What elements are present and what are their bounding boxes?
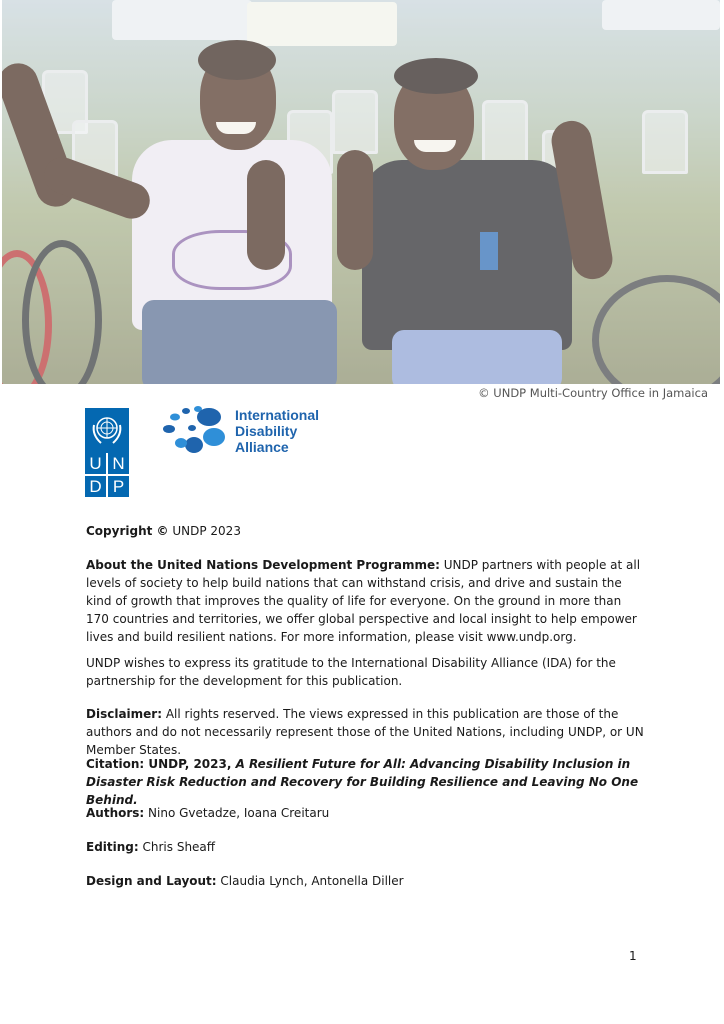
- undp-logo: [85, 408, 129, 497]
- disclaimer-paragraph: [86, 705, 646, 759]
- copyright-line: [86, 522, 646, 540]
- about-undp-paragraph: [86, 556, 646, 646]
- ida-logo-icon: [161, 403, 227, 459]
- cover-photo: [2, 0, 720, 384]
- editing-text: Chris Sheaff: [138, 840, 216, 854]
- about-label: About the United Nations Development Programme:: [86, 558, 440, 572]
- undp-letter-u: U: [85, 453, 106, 474]
- editing-label: Editing:: [86, 840, 139, 854]
- ida-wordmark: [235, 407, 319, 455]
- page-number: 1: [629, 949, 637, 963]
- disclaimer-label: Disclaimer:: [86, 707, 163, 721]
- photo-credit: © UNDP Multi-Country Office in Jamaica: [478, 386, 708, 400]
- undp-letter-d: D: [85, 476, 106, 497]
- disclaimer-text: All rights reserved. The views expressed in this publication are those of the authors and do not necessarily represent those of the United Nations, including UNDP, or UN Member States.: [86, 707, 644, 757]
- undp-letter-n: N: [108, 453, 129, 474]
- ida-wordmark-line: Disability: [235, 423, 298, 439]
- undp-letter-p: P: [108, 476, 129, 497]
- citation-title: A Resilient Future for All: Advancing Disability Inclusion in Disaster Risk Reduction and Recovery for Building Resilience and Leaving No One Behind.: [86, 757, 639, 807]
- authors-label: Authors:: [86, 806, 145, 820]
- editing-line: [86, 838, 646, 856]
- gratitude-paragraph: UNDP wishes to express its gratitude to the International Disability Alliance (IDA) for the partnership for the development for this publication.: [86, 656, 616, 688]
- citation-paragraph: [86, 755, 646, 809]
- about-text: UNDP partners with people at all levels of society to help build nations that can withstand crisis, and drive and sustain the kind of growth that improves the quality of life for everyone. On the ground in more than 170 countries and territories, we offer global perspective and local insight to help empower lives and build resilient nations. For more information, please visit www.undp.org.: [86, 558, 641, 644]
- copyright-text: UNDP 2023: [168, 524, 241, 538]
- un-emblem-icon: [89, 411, 125, 449]
- authors-text: Nino Gvetadze, Ioana Creitaru: [144, 806, 330, 820]
- authors-line: [86, 804, 646, 822]
- design-layout-line: [86, 872, 646, 890]
- design-text: Claudia Lynch, Antonella Diller: [216, 874, 404, 888]
- design-label: Design and Layout:: [86, 874, 217, 888]
- citation-label: Citation: UNDP, 2023,: [86, 757, 236, 771]
- ida-wordmark-line: Alliance: [235, 439, 289, 455]
- ida-wordmark-line: International: [235, 407, 320, 423]
- copyright-label: Copyright ©: [86, 524, 169, 538]
